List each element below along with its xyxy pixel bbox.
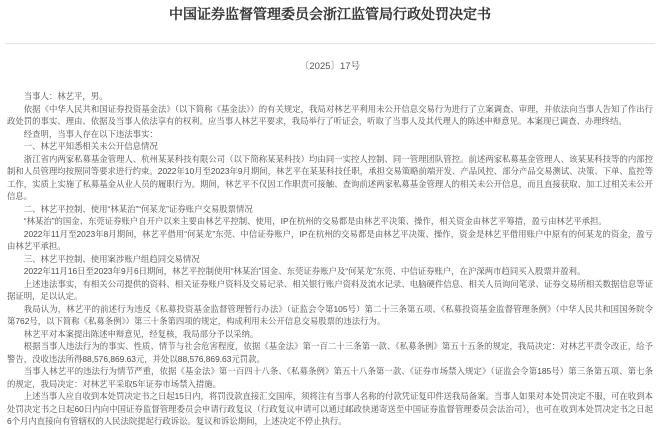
page-title: 中国证券监督管理委员会浙江监管局行政处罚决定书 [169,6,491,22]
article-body [7,90,653,428]
section-heading-1: 一、林艺平知悉相关未公开信息情况 [23,141,158,151]
paragraph: 林艺平对本案提出陈述申辩意见，经复核，我局部分予以采纳。 [23,328,259,339]
paragraph-penalty: 根据当事人违法行为的事实、性质、情节与社会危害程度，依据《基金法》第一百二十三条第一款、《私募条例》第五十五条的规定，我局决定：对林艺平责令改正，给予警告，没收违法所得88,576,869.63元，并处以88,576,869.63元罚款。 [7,341,653,364]
paragraph-party: 当事人：林艺平，男。 [23,91,108,101]
paragraph: 浙江省内两家私募基金管理人、杭州某某科技有限公司（以下简称某某科技）均由同一实控人控制、同一管理团队管控。前述两家私募基金管理人、该某某科技等的内部控制和人员管理均按照同等要求进行约束。2022年10月至2023年9月期间，林艺平在某某科技任职，承担交易策略前端开发、产品风控、部分产品交易测试、决策、下单、监控等工作，实质上实施了私募基金从业人员的履职行为。期间，林艺平不仅因工作职责可接触、查询前述两家私募基金管理人的相关未公开信息，而且直接获取、加工过相关未公开信息。 [7,153,653,201]
title-divider [5,43,655,45]
paragraph: 经查明，当事人存在以下违法事实： [23,128,158,139]
paragraph: 依据《中华人民共和国证券投资基金法》（以下简称《基金法》）的有关规定，我局对林艺平利用未公开信息交易行为进行了立案调查、审理，并依法向当事人告知了作出行政处罚的事实、理由、依据及当事人依法享有的权利。应当事人林艺平要求，我局举行了听证会，听取了当事人及其代理人的陈述申辩意见。本案现已调查、办理终结。 [7,103,653,126]
paragraph: 2022年11月至2023年8月期间，林艺平借用“何某龙”东莞、中信证券账户，IP在杭州的交易都是由林艺平决策、操作，资金是林艺平借用账户中原有的何某龙的资金，盈亏由林艺平承担。 [7,228,653,251]
paragraph: 上述违法事实，有相关公司提供的资料、相关证券账户资料及交易记录、相关银行账户资料及流水记录、电脑硬件信息、相关人员询问笔录、证券交易所相关数据信息等证据证明，足以认定。 [7,278,653,301]
doc-number: 〔2025〕17号 [299,61,361,72]
section-heading-3: 三、林艺平控制、使用案涉账户组趋同交易情况 [23,253,200,264]
paragraph: 我局认为，林艺平的前述行为违反《私募投资基金监督管理暂行办法》（证监会令第105号）第二十三条第五项、《私募投资基金监督管理条例》（中华人民共和国国务院令第762号，以下简称《私募条例》）第三十条第四项的规定，构成利用未公开信息交易股票的违法行为。 [7,303,653,326]
paragraph: 2022年11月16日至2023年9月6日期间，林艺平控制使用“林某治”国金、东莞证券账户及“何某龙”东莞、中信证券账户，在沪深两市趋同买入股票并盈利。 [23,266,586,276]
paragraph: “林某治”的国金、东莞证券账户自开户以来主要由林艺平控制、使用，IP在杭州的交易都是由林艺平决策、操作，相关资金由林艺平筹措，盈亏由林艺平承担。 [23,216,607,226]
paragraph-market-ban: 当事人林艺平的违法行为情节严重，依据《基金法》第一百四十八条、《私募条例》第五十八条第一款、《证券市场禁入规定》（证监会令第185号）第三条第五项、第七条的规定，我局决定：对林艺平采取5年证券市场禁入措施。 [7,366,653,389]
paragraph-appeal-rights: 上述当事人应自收到本处罚决定书之日起15日内，将罚没款直接汇交国库，须将注有当事人名称的付款凭证复印件送我局备案。当事人如果对本处罚决定不服，可在收到本处罚决定书之日起60日内向中国证券监督管理委员会申请行政复议（行政复议申请可以通过邮政快递寄送至中国证券监督管理委员会法治司），也可在收到本处罚决定书之日起6个月内直接向有管辖权的人民法院提起行政诉讼。复议和诉讼期间，上述决定不停止执行。 [7,391,653,426]
section-heading-2: 二、林艺平控制、使用“林某治”“何某龙”证券账户交易股票情况 [23,203,253,214]
